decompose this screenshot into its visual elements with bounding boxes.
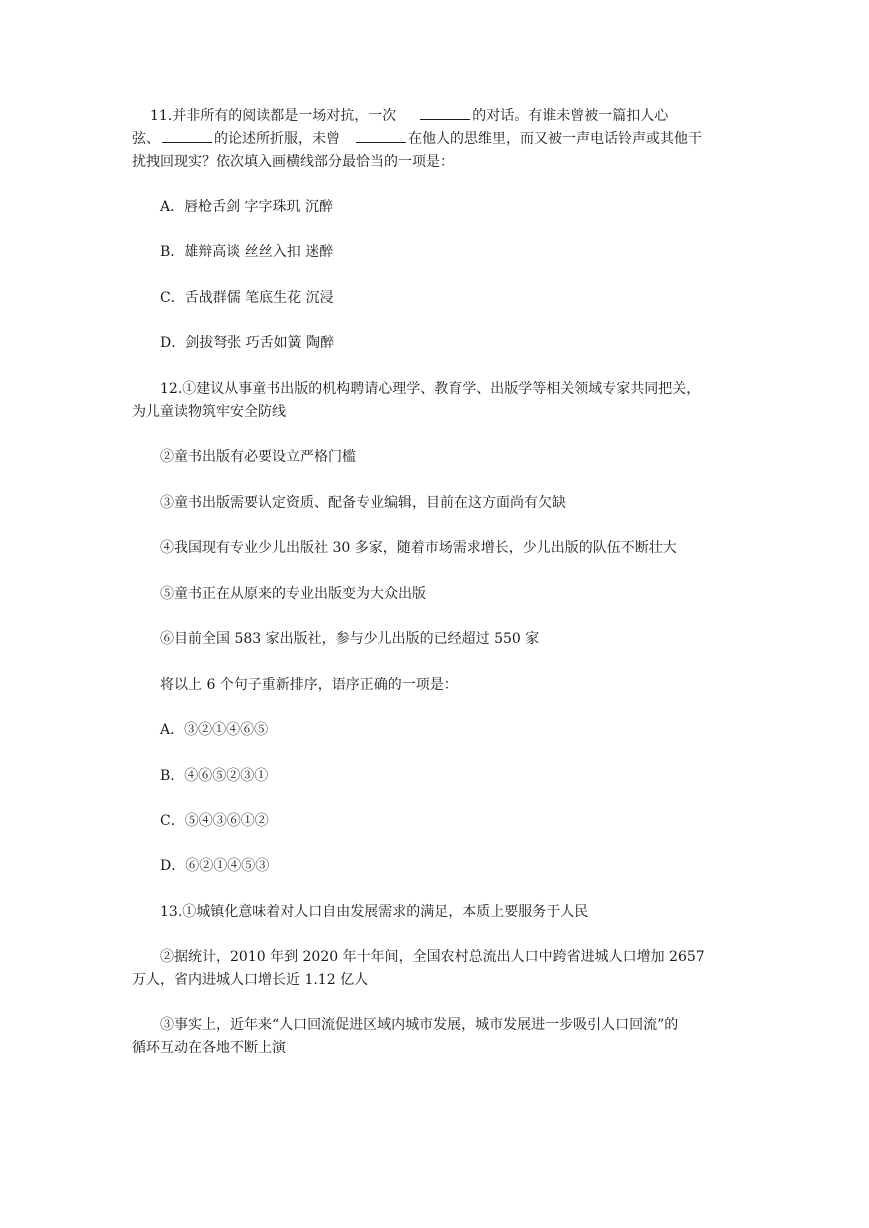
q12-sentence-5: ⑤童书正在从原来的专业出版变为大众出版 <box>160 586 426 602</box>
q11-stem-text: 的论述所折服，未曾 <box>214 131 340 147</box>
q11-stem-line-1 <box>150 107 668 125</box>
q12-option-b: B．④⑥⑤②③① <box>160 768 269 784</box>
q12-sentence-3: ③童书出版需要认定资质、配备专业编辑，目前在这方面尚有欠缺 <box>160 495 566 511</box>
q11-blank-3 <box>356 130 406 143</box>
q11-stem-text: 在他人的思维里，而又被一声电话铃声或其他干 <box>408 131 702 147</box>
q11-stem-text: 的对话。有谁未曾被一篇扣人心 <box>472 108 669 124</box>
q11-stem-text: 扰拽回现实？依次填入画横线部分最恰当的一项是： <box>132 154 454 170</box>
q11-blank-1 <box>420 107 470 120</box>
q11-stem-line-2 <box>132 130 702 148</box>
q11-option-a: A．唇枪舌剑 字字珠玑 沉醉 <box>160 199 334 215</box>
q11-option-b: B．雄辩高谈 丝丝入扣 迷醉 <box>160 244 334 260</box>
q12-option-a: A．③②①④⑥⑤ <box>160 722 269 738</box>
q12-sentence-1-line-2: 为儿童读物筑牢安全防线 <box>132 404 286 420</box>
q12-sentence-2: ②童书出版有必要设立严格门槛 <box>160 449 356 465</box>
q13-sentence-2-line-1: ②据统计，2010 年到 2020 年十年间，全国农村总流出人口中跨省进城人口增加 2657 <box>160 949 705 965</box>
q11-blank-2 <box>162 130 212 143</box>
q12-option-d: D．⑥②①④⑤③ <box>160 858 270 874</box>
q13-sentence-3-line-2: 循环互动在各地不断上演 <box>132 1040 286 1056</box>
q11-option-c: C．舌战群儒 笔底生花 沉浸 <box>160 290 334 306</box>
q11-stem-text: 弦、 <box>132 131 160 147</box>
q13-sentence-3-line-1: ③事实上，近年来“人口回流促进区域内城市发展，城市发展进一步吸引人口回流”的 <box>160 1017 679 1033</box>
q11-stem-line-3 <box>132 153 454 171</box>
q11-option-d: D．剑拔弩张 巧舌如簧 陶醉 <box>160 335 335 351</box>
q12-option-c: C．⑤④③⑥①② <box>160 813 269 829</box>
q13-sentence-2-line-2: 万人，省内进城人口增长近 1.12 亿人 <box>132 972 369 988</box>
q12-sentence-1-line-1: 12.①建议从事童书出版的机构聘请心理学、教育学、出版学等相关领域专家共同把关， <box>160 381 701 397</box>
q12-sentence-4: ④我国现有专业少儿出版社 30 多家，随着市场需求增长，少儿出版的队伍不断壮大 <box>160 540 677 556</box>
q12-sentence-6: ⑥目前全国 583 家出版社，参与少儿出版的已经超过 550 家 <box>160 631 540 647</box>
q11-stem-text: 11.并非所有的阅读都是一场对抗，一次 <box>150 108 397 124</box>
q13-sentence-1: 13.①城镇化意味着对人口自由发展需求的满足，本质上要服务于人民 <box>160 904 589 920</box>
q12-prompt: 将以上 6 个句子重新排序，语序正确的一项是： <box>160 677 458 693</box>
